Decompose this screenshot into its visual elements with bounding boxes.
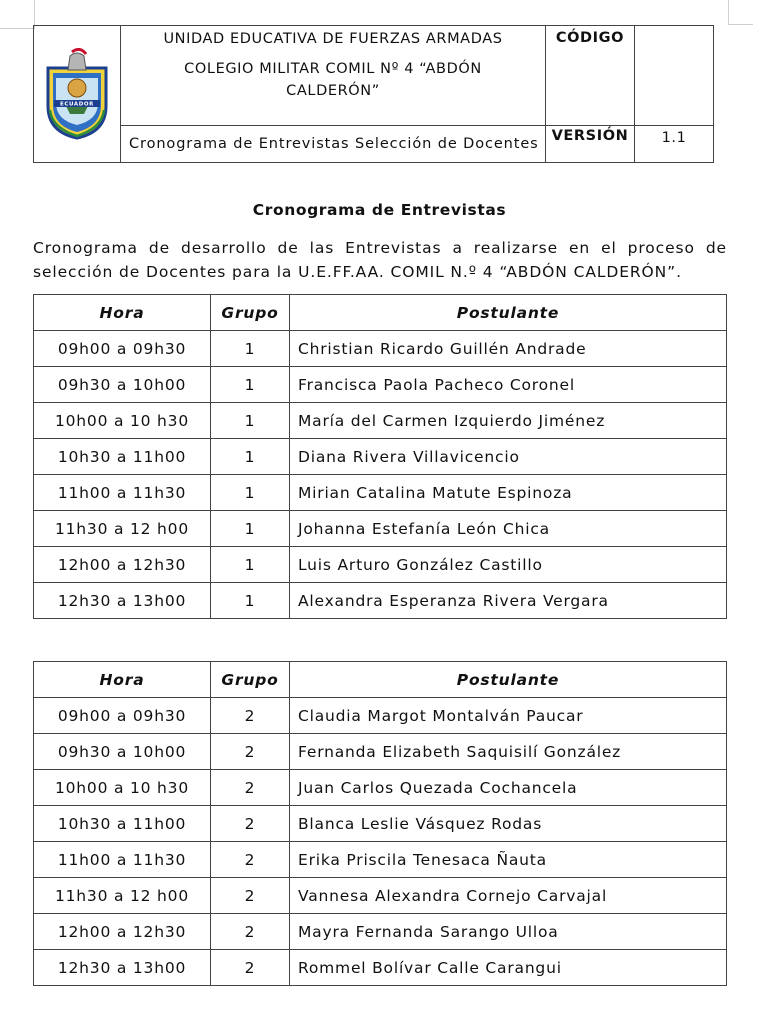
cell-hora: 09h30 a 10h00	[34, 734, 211, 770]
cell-grupo: 1	[211, 583, 290, 619]
cell-hora: 10h00 a 10 h30	[34, 770, 211, 806]
cell-postulante: Vannesa Alexandra Cornejo Carvajal	[290, 878, 727, 914]
cell-hora: 11h30 a 12 h00	[34, 511, 211, 547]
cell-postulante: Erika Priscila Tenesaca Ñauta	[290, 842, 727, 878]
cell-grupo: 1	[211, 511, 290, 547]
intro-paragraph: Cronograma de desarrollo de las Entrevistas a realizarse en el proceso de selección de Docentes para la U.E.FF.AA. COMIL N.º 4 “ABDÓN CALDERÓN”.	[33, 239, 727, 281]
cell-postulante: Fernanda Elizabeth Saquisilí González	[290, 734, 727, 770]
school-name: COLEGIO MILITAR COMIL Nº 4 “ABDÓN CALDERÓN”	[184, 61, 482, 99]
cell-postulante: Juan Carlos Quezada Cochancela	[290, 770, 727, 806]
cell-postulante: Luis Arturo González Castillo	[290, 547, 727, 583]
table-row	[34, 950, 727, 986]
document-header	[33, 25, 714, 163]
code-label: CÓDIGO	[546, 26, 635, 126]
schedule-table-group-1	[33, 294, 727, 619]
cell-grupo: 1	[211, 403, 290, 439]
cell-grupo: 1	[211, 439, 290, 475]
cell-postulante: Mayra Fernanda Sarango Ulloa	[290, 914, 727, 950]
table-row	[34, 878, 727, 914]
cell-grupo: 2	[211, 950, 290, 986]
cell-postulante: Francisca Paola Pacheco Coronel	[290, 367, 727, 403]
cell-grupo: 2	[211, 734, 290, 770]
cell-grupo: 2	[211, 878, 290, 914]
page-title: Cronograma de Entrevistas	[252, 201, 507, 219]
cell-postulante: Mirian Catalina Matute Espinoza	[290, 475, 727, 511]
cell-postulante: Claudia Margot Montalván Paucar	[290, 698, 727, 734]
cell-postulante: Rommel Bolívar Calle Carangui	[290, 950, 727, 986]
page-corner-mark-right	[728, 0, 753, 25]
table-row	[34, 475, 727, 511]
page-corner-mark-left	[0, 0, 35, 29]
table-row	[34, 806, 727, 842]
version-label: VERSIÓN	[546, 126, 635, 163]
cell-hora: 09h30 a 10h00	[34, 367, 211, 403]
column-header-grupo: Grupo	[211, 662, 290, 698]
cell-postulante: Alexandra Esperanza Rivera Vergara	[290, 583, 727, 619]
table-row	[34, 770, 727, 806]
table-row	[34, 547, 727, 583]
table-row	[34, 842, 727, 878]
cell-grupo: 2	[211, 770, 290, 806]
table-row	[34, 367, 727, 403]
cell-grupo: 2	[211, 914, 290, 950]
column-header-hora: Hora	[34, 295, 211, 331]
column-header-postulante: Postulante	[290, 662, 727, 698]
cell-hora: 10h30 a 11h00	[34, 439, 211, 475]
cell-grupo: 1	[211, 475, 290, 511]
cell-hora: 09h00 a 09h30	[34, 331, 211, 367]
table-body-group-2	[34, 698, 727, 986]
schedule-table-group-2	[33, 661, 727, 986]
cell-hora: 09h00 a 09h30	[34, 698, 211, 734]
table-body-group-1	[34, 331, 727, 619]
cell-hora: 11h30 a 12 h00	[34, 878, 211, 914]
cell-hora: 12h00 a 12h30	[34, 914, 211, 950]
cell-hora: 11h00 a 11h30	[34, 475, 211, 511]
school-crest-logo	[42, 48, 112, 140]
cell-grupo: 1	[211, 331, 290, 367]
cell-postulante: María del Carmen Izquierdo Jiménez	[290, 403, 727, 439]
code-value	[635, 26, 714, 126]
cell-hora: 12h30 a 13h00	[34, 950, 211, 986]
cell-postulante: Johanna Estefanía León Chica	[290, 511, 727, 547]
cell-postulante: Blanca Leslie Vásquez Rodas	[290, 806, 727, 842]
cell-grupo: 2	[211, 806, 290, 842]
table-header-row	[34, 295, 727, 331]
cell-hora: 11h00 a 11h30	[34, 842, 211, 878]
cell-hora: 10h30 a 11h00	[34, 806, 211, 842]
document-subtitle: Cronograma de Entrevistas Selección de Docentes	[121, 126, 546, 163]
table-row	[34, 331, 727, 367]
institution-title-cell	[121, 26, 546, 126]
cell-postulante: Christian Ricardo Guillén Andrade	[290, 331, 727, 367]
cell-hora: 12h30 a 13h00	[34, 583, 211, 619]
table-header-row	[34, 662, 727, 698]
column-header-grupo: Grupo	[211, 295, 290, 331]
cell-grupo: 2	[211, 698, 290, 734]
cell-hora: 10h00 a 10 h30	[34, 403, 211, 439]
cell-grupo: 1	[211, 367, 290, 403]
logo-cell	[34, 26, 121, 163]
table-row	[34, 403, 727, 439]
cell-grupo: 2	[211, 842, 290, 878]
institution-name: UNIDAD EDUCATIVA DE FUERZAS ARMADAS	[163, 31, 503, 47]
column-header-postulante: Postulante	[290, 295, 727, 331]
cell-postulante: Diana Rivera Villavicencio	[290, 439, 727, 475]
table-row	[34, 583, 727, 619]
cell-hora: 12h00 a 12h30	[34, 547, 211, 583]
logo-text: ECUADOR	[59, 101, 95, 108]
cell-grupo: 1	[211, 547, 290, 583]
table-row	[34, 439, 727, 475]
table-row	[34, 511, 727, 547]
table-row	[34, 698, 727, 734]
table-row	[34, 914, 727, 950]
column-header-hora: Hora	[34, 662, 211, 698]
table-row	[34, 734, 727, 770]
version-value: 1.1	[635, 126, 714, 163]
